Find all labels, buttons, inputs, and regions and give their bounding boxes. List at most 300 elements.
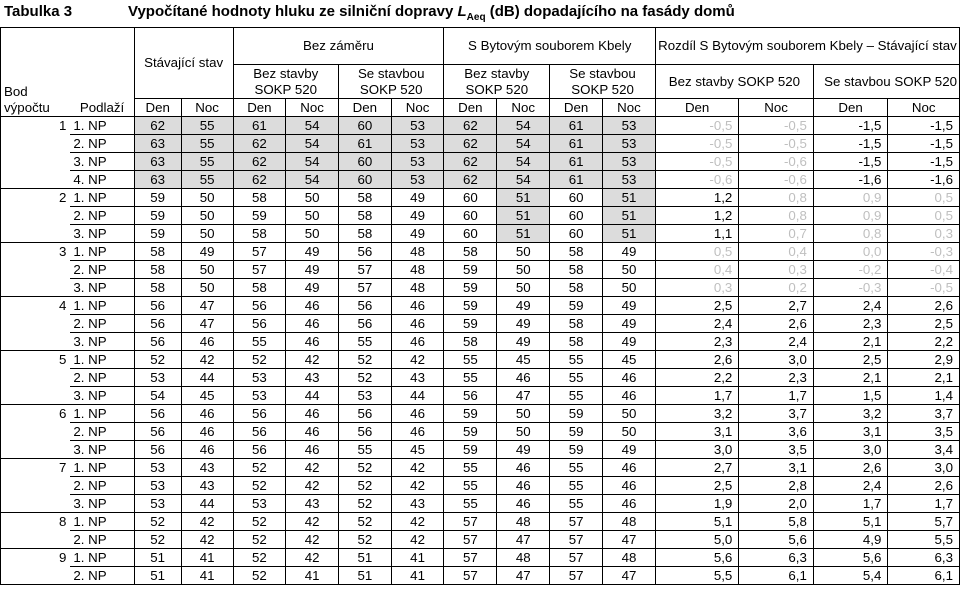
difference-cell: 2,2 [888, 333, 960, 351]
difference-cell: 1,7 [813, 495, 888, 513]
title-unit: (dB) dopadajícího na fasády domů [485, 3, 735, 20]
table-row [1, 459, 960, 477]
podlazi-cell: 2. NP [70, 261, 134, 279]
value-cell: 50 [603, 279, 656, 297]
table-row [1, 261, 960, 279]
bod-cell [1, 207, 71, 225]
difference-cell: 3,7 [888, 405, 960, 423]
value-cell: 55 [444, 369, 497, 387]
value-cell: 44 [181, 495, 233, 513]
value-cell: 50 [497, 261, 550, 279]
header-den: Den [550, 99, 603, 117]
value-cell: 62 [233, 135, 286, 153]
value-cell: 50 [181, 207, 233, 225]
table-row [1, 207, 960, 225]
value-cell: 42 [286, 477, 339, 495]
header-noc: Noc [888, 99, 960, 117]
day-night-header-row [1, 99, 960, 117]
podlazi-cell: 2. NP [70, 135, 134, 153]
value-cell: 46 [603, 459, 656, 477]
table-row [1, 171, 960, 189]
value-cell: 49 [181, 243, 233, 261]
bod-cell [1, 261, 71, 279]
value-cell: 59 [233, 207, 286, 225]
value-cell: 48 [497, 513, 550, 531]
value-cell: 46 [181, 441, 233, 459]
value-cell: 59 [444, 441, 497, 459]
header-noc: Noc [739, 99, 814, 117]
bod-cell [1, 495, 71, 513]
value-cell: 61 [550, 171, 603, 189]
value-cell: 48 [391, 243, 444, 261]
value-cell: 52 [233, 567, 286, 585]
value-cell: 56 [233, 441, 286, 459]
value-cell: 42 [391, 477, 444, 495]
value-cell: 50 [603, 423, 656, 441]
value-cell: 53 [391, 171, 444, 189]
title-subscript: Aeq [466, 12, 486, 23]
difference-cell: 5,6 [813, 549, 888, 567]
value-cell: 49 [497, 441, 550, 459]
value-cell: 47 [181, 297, 233, 315]
value-cell: 58 [550, 279, 603, 297]
difference-cell: -1,5 [888, 117, 960, 135]
difference-cell: 0,4 [655, 261, 738, 279]
table-row [1, 117, 960, 135]
value-cell: 62 [233, 153, 286, 171]
value-cell: 56 [233, 315, 286, 333]
value-cell: 55 [233, 333, 286, 351]
value-cell: 46 [286, 405, 339, 423]
value-cell: 58 [338, 189, 391, 207]
value-cell: 55 [181, 135, 233, 153]
value-cell: 47 [603, 567, 656, 585]
table-row [1, 405, 960, 423]
difference-cell: 3,0 [655, 441, 738, 459]
difference-cell: -0,6 [739, 171, 814, 189]
value-cell: 60 [338, 117, 391, 135]
value-cell: 46 [286, 315, 339, 333]
header-noc: Noc [603, 99, 656, 117]
value-cell: 42 [391, 531, 444, 549]
value-cell: 47 [181, 315, 233, 333]
value-cell: 55 [550, 351, 603, 369]
value-cell: 57 [444, 549, 497, 567]
difference-cell: 1,2 [655, 207, 738, 225]
value-cell: 54 [286, 135, 339, 153]
podlazi-cell: 2. NP [70, 477, 134, 495]
value-cell: 51 [338, 567, 391, 585]
value-cell: 53 [134, 369, 181, 387]
value-cell: 44 [181, 369, 233, 387]
difference-cell: 6,3 [739, 549, 814, 567]
value-cell: 55 [550, 459, 603, 477]
value-cell: 52 [233, 531, 286, 549]
value-cell: 63 [134, 135, 181, 153]
difference-cell: 2,5 [813, 351, 888, 369]
value-cell: 54 [134, 387, 181, 405]
podlazi-cell: 3. NP [70, 225, 134, 243]
value-cell: 59 [444, 315, 497, 333]
podlazi-cell: 3. NP [70, 387, 134, 405]
value-cell: 52 [233, 549, 286, 567]
value-cell: 48 [391, 279, 444, 297]
value-cell: 56 [134, 423, 181, 441]
value-cell: 58 [134, 261, 181, 279]
bod-cell: 7 [1, 459, 71, 477]
difference-cell: 0,8 [739, 207, 814, 225]
podlazi-cell: 3. NP [70, 279, 134, 297]
header-den: Den [233, 99, 286, 117]
difference-cell: 5,1 [813, 513, 888, 531]
value-cell: 60 [444, 207, 497, 225]
podlazi-cell: 2. NP [70, 531, 134, 549]
value-cell: 58 [550, 261, 603, 279]
value-cell: 46 [603, 495, 656, 513]
value-cell: 41 [181, 567, 233, 585]
value-cell: 43 [286, 495, 339, 513]
value-cell: 46 [497, 495, 550, 513]
table-row [1, 441, 960, 459]
podlazi-cell: 1. NP [70, 459, 134, 477]
value-cell: 56 [338, 297, 391, 315]
podlazi-cell: 1. NP [70, 189, 134, 207]
value-cell: 54 [286, 171, 339, 189]
value-cell: 57 [550, 567, 603, 585]
value-cell: 47 [603, 531, 656, 549]
value-cell: 46 [497, 459, 550, 477]
value-cell: 52 [233, 513, 286, 531]
value-cell: 56 [134, 333, 181, 351]
value-cell: 56 [338, 315, 391, 333]
difference-cell: 2,5 [655, 297, 738, 315]
value-cell: 45 [181, 387, 233, 405]
table-title [128, 2, 735, 28]
podlazi-cell: 2. NP [70, 423, 134, 441]
value-cell: 46 [603, 477, 656, 495]
header-bod [1, 28, 71, 117]
value-cell: 46 [181, 333, 233, 351]
value-cell: 56 [134, 405, 181, 423]
table-row [1, 333, 960, 351]
value-cell: 54 [286, 153, 339, 171]
value-cell: 60 [550, 207, 603, 225]
difference-cell: -0,4 [888, 261, 960, 279]
noise-table [0, 27, 960, 585]
value-cell: 55 [338, 333, 391, 351]
difference-cell: 2,5 [655, 477, 738, 495]
value-cell: 48 [603, 549, 656, 567]
difference-cell: 0,8 [739, 189, 814, 207]
value-cell: 63 [134, 171, 181, 189]
value-cell: 58 [233, 225, 286, 243]
value-cell: 45 [391, 441, 444, 459]
difference-cell: 0,5 [888, 189, 960, 207]
difference-cell: 2,7 [739, 297, 814, 315]
value-cell: 57 [338, 261, 391, 279]
difference-cell: 0,8 [813, 225, 888, 243]
difference-cell: -1,5 [813, 153, 888, 171]
value-cell: 50 [286, 225, 339, 243]
difference-cell: -0,6 [739, 153, 814, 171]
difference-cell: 2,4 [655, 315, 738, 333]
table-row [1, 225, 960, 243]
value-cell: 56 [134, 441, 181, 459]
value-cell: 55 [444, 477, 497, 495]
value-cell: 55 [338, 441, 391, 459]
value-cell: 55 [444, 459, 497, 477]
bod-cell: 8 [1, 513, 71, 531]
value-cell: 50 [181, 261, 233, 279]
podlazi-cell: 1. NP [70, 405, 134, 423]
value-cell: 57 [233, 243, 286, 261]
value-cell: 52 [338, 351, 391, 369]
difference-cell: -0,2 [813, 261, 888, 279]
difference-cell: 2,1 [813, 333, 888, 351]
value-cell: 55 [181, 171, 233, 189]
value-cell: 56 [233, 297, 286, 315]
value-cell: 55 [181, 153, 233, 171]
value-cell: 46 [391, 297, 444, 315]
value-cell: 56 [444, 387, 497, 405]
difference-cell: 3,1 [739, 459, 814, 477]
value-cell: 62 [444, 135, 497, 153]
difference-cell: 4,9 [813, 531, 888, 549]
value-cell: 61 [550, 117, 603, 135]
value-cell: 49 [603, 333, 656, 351]
difference-cell: 0,7 [739, 225, 814, 243]
table-row [1, 189, 960, 207]
value-cell: 57 [444, 513, 497, 531]
value-cell: 48 [603, 513, 656, 531]
value-cell: 57 [233, 261, 286, 279]
value-cell: 42 [181, 531, 233, 549]
difference-cell: 2,1 [888, 369, 960, 387]
value-cell: 51 [603, 189, 656, 207]
difference-cell: -0,5 [655, 135, 738, 153]
value-cell: 52 [233, 477, 286, 495]
value-cell: 53 [603, 117, 656, 135]
header-bez-zameru-se-stavbou: Se stavbou SOKP 520 [338, 65, 443, 99]
header-den: Den [338, 99, 391, 117]
value-cell: 59 [134, 207, 181, 225]
table-row [1, 531, 960, 549]
value-cell: 46 [391, 333, 444, 351]
difference-cell: 2,3 [813, 315, 888, 333]
header-rozdil: Rozdíl S Bytovým souborem Kbely – Stávající stav [655, 28, 959, 65]
difference-cell: 2,0 [739, 495, 814, 513]
value-cell: 58 [338, 207, 391, 225]
header-bez-zameru: Bez záměru [233, 28, 444, 65]
difference-cell: -0,5 [739, 117, 814, 135]
value-cell: 44 [391, 387, 444, 405]
header-bez-zameru-bez-stavby: Bez stavby SOKP 520 [233, 65, 338, 99]
value-cell: 54 [497, 171, 550, 189]
value-cell: 49 [497, 315, 550, 333]
value-cell: 55 [444, 495, 497, 513]
difference-cell: 2,7 [655, 459, 738, 477]
value-cell: 55 [550, 369, 603, 387]
difference-cell: 3,7 [739, 405, 814, 423]
difference-cell: 3,5 [888, 423, 960, 441]
difference-cell: -1,5 [813, 117, 888, 135]
value-cell: 59 [550, 297, 603, 315]
difference-cell: 5,0 [655, 531, 738, 549]
value-cell: 57 [550, 513, 603, 531]
value-cell: 52 [338, 495, 391, 513]
difference-cell: 0,5 [655, 243, 738, 261]
value-cell: 50 [286, 207, 339, 225]
title-text: Vypočítané hodnoty hluku ze silniční dopravy [128, 3, 458, 20]
value-cell: 49 [391, 225, 444, 243]
value-cell: 42 [286, 531, 339, 549]
value-cell: 47 [497, 567, 550, 585]
table-row [1, 567, 960, 585]
bod-cell: 2 [1, 189, 71, 207]
podlazi-cell: 4. NP [70, 171, 134, 189]
podlazi-cell: 3. NP [70, 333, 134, 351]
difference-cell: 5,4 [813, 567, 888, 585]
value-cell: 56 [134, 315, 181, 333]
difference-cell: -0,5 [739, 135, 814, 153]
value-cell: 42 [286, 351, 339, 369]
value-cell: 57 [550, 549, 603, 567]
value-cell: 58 [233, 279, 286, 297]
difference-cell: 0,3 [739, 261, 814, 279]
value-cell: 50 [497, 423, 550, 441]
bod-cell [1, 567, 71, 585]
difference-cell: 3,1 [813, 423, 888, 441]
header-podlazi: Podlaží [70, 28, 134, 117]
difference-cell: 2,4 [739, 333, 814, 351]
podlazi-cell: 2. NP [70, 567, 134, 585]
difference-cell: 2,6 [655, 351, 738, 369]
value-cell: 42 [391, 513, 444, 531]
value-cell: 51 [134, 567, 181, 585]
value-cell: 54 [497, 153, 550, 171]
value-cell: 52 [233, 459, 286, 477]
value-cell: 60 [444, 189, 497, 207]
value-cell: 60 [444, 225, 497, 243]
value-cell: 57 [550, 531, 603, 549]
value-cell: 53 [603, 135, 656, 153]
bod-cell: 3 [1, 243, 71, 261]
value-cell: 62 [233, 171, 286, 189]
value-cell: 53 [391, 153, 444, 171]
bod-cell [1, 135, 71, 153]
podlazi-cell: 1. NP [70, 243, 134, 261]
value-cell: 50 [286, 189, 339, 207]
header-noc: Noc [391, 99, 444, 117]
podlazi-cell: 3. NP [70, 153, 134, 171]
value-cell: 43 [181, 459, 233, 477]
value-cell: 55 [550, 477, 603, 495]
table-row [1, 297, 960, 315]
difference-cell: 5,6 [739, 531, 814, 549]
value-cell: 49 [603, 315, 656, 333]
bod-cell [1, 531, 71, 549]
bod-cell [1, 333, 71, 351]
value-cell: 53 [603, 171, 656, 189]
value-cell: 49 [286, 261, 339, 279]
value-cell: 53 [338, 387, 391, 405]
value-cell: 42 [286, 459, 339, 477]
difference-cell: 2,5 [888, 315, 960, 333]
value-cell: 42 [286, 549, 339, 567]
value-cell: 55 [444, 351, 497, 369]
value-cell: 49 [603, 441, 656, 459]
difference-cell: -1,6 [813, 171, 888, 189]
value-cell: 59 [134, 189, 181, 207]
value-cell: 59 [444, 297, 497, 315]
value-cell: 46 [497, 369, 550, 387]
value-cell: 52 [338, 369, 391, 387]
difference-cell: 2,2 [655, 369, 738, 387]
bod-cell [1, 423, 71, 441]
value-cell: 60 [338, 153, 391, 171]
table-row [1, 423, 960, 441]
header-rozdil-se-stavbou: Se stavbou SOKP 520 [813, 65, 959, 99]
value-cell: 52 [233, 351, 286, 369]
table-row [1, 549, 960, 567]
value-cell: 50 [181, 225, 233, 243]
value-cell: 49 [603, 297, 656, 315]
value-cell: 42 [391, 351, 444, 369]
value-cell: 55 [550, 495, 603, 513]
table-row [1, 513, 960, 531]
difference-cell: 1,5 [813, 387, 888, 405]
value-cell: 43 [286, 369, 339, 387]
value-cell: 56 [338, 243, 391, 261]
header-den: Den [444, 99, 497, 117]
value-cell: 58 [134, 279, 181, 297]
value-cell: 54 [286, 117, 339, 135]
table-row [1, 477, 960, 495]
value-cell: 51 [603, 207, 656, 225]
difference-cell: 1,4 [888, 387, 960, 405]
table-row [1, 243, 960, 261]
value-cell: 52 [338, 459, 391, 477]
difference-cell: 5,5 [888, 531, 960, 549]
value-cell: 60 [550, 225, 603, 243]
bod-cell [1, 279, 71, 297]
value-cell: 46 [181, 423, 233, 441]
difference-cell: 3,6 [739, 423, 814, 441]
value-cell: 54 [497, 135, 550, 153]
podlazi-cell: 1. NP [70, 351, 134, 369]
value-cell: 62 [444, 171, 497, 189]
difference-cell: 2,3 [739, 369, 814, 387]
value-cell: 51 [603, 225, 656, 243]
difference-cell: 1,7 [655, 387, 738, 405]
difference-cell: 1,7 [888, 495, 960, 513]
difference-cell: 0,4 [739, 243, 814, 261]
value-cell: 45 [603, 351, 656, 369]
value-cell: 50 [497, 243, 550, 261]
value-cell: 60 [550, 189, 603, 207]
value-cell: 60 [338, 171, 391, 189]
difference-cell: 6,3 [888, 549, 960, 567]
header-noc: Noc [286, 99, 339, 117]
value-cell: 58 [550, 243, 603, 261]
value-cell: 42 [286, 513, 339, 531]
value-cell: 63 [134, 153, 181, 171]
difference-cell: 0,3 [655, 279, 738, 297]
value-cell: 46 [497, 477, 550, 495]
value-cell: 48 [391, 261, 444, 279]
value-cell: 58 [550, 333, 603, 351]
table-row [1, 495, 960, 513]
